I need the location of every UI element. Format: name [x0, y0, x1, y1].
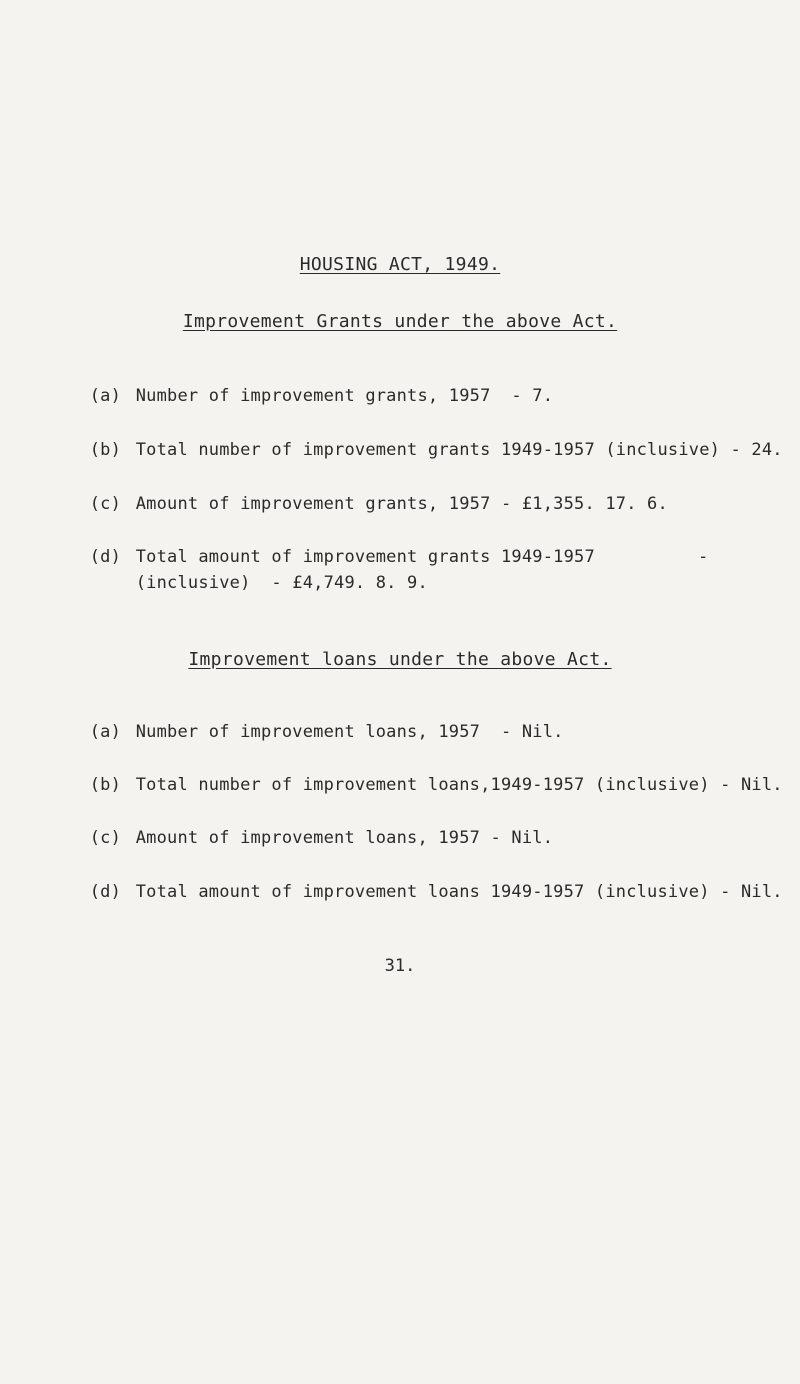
grant-item-c: [48, 474, 790, 534]
loan-item-b: [48, 755, 790, 815]
item-text: Number of improvement loans, 1957 - Nil.: [135, 722, 564, 742]
loans-section-title: Improvement loans under the above Act.: [188, 649, 612, 670]
item-label: (a): [89, 722, 122, 742]
item-text: Amount of improvement grants, 1957 - £1,355. 17. 6.: [135, 494, 668, 514]
item-text: Total number of improvement grants 1949-1957 (inclusive) - 24.: [135, 440, 783, 460]
item-continuation-text: (inclusive) - £4,749. 8. 9.: [135, 573, 428, 593]
item-label: (c): [89, 828, 122, 848]
item-label: (c): [89, 494, 122, 514]
grants-section-title: Improvement Grants under the above Act.: [182, 311, 618, 332]
document-heading: HOUSING ACT, 1949.: [299, 254, 501, 275]
grant-item-d-continuation: [48, 553, 790, 613]
page-number: 31.: [384, 956, 416, 976]
item-label: (a): [89, 386, 122, 406]
item-text: Total amount of improvement loans 1949-1957 (inclusive) - Nil.: [135, 882, 783, 902]
item-label: (d): [89, 547, 122, 567]
loan-item-c: [48, 808, 790, 868]
item-label: (b): [89, 440, 122, 460]
item-text: Total amount of improvement grants 1949-1957: [135, 547, 595, 567]
loan-item-d: [48, 862, 790, 922]
loan-item-a: [48, 702, 790, 762]
item-trailing-dash: -: [698, 547, 709, 567]
item-label: (b): [89, 775, 122, 795]
item-label: (d): [89, 882, 122, 902]
grant-item-b: [48, 420, 790, 480]
grant-item-a: [48, 366, 790, 426]
item-text: Number of improvement grants, 1957 - 7.: [135, 386, 554, 406]
item-text: Amount of improvement loans, 1957 - Nil.: [135, 828, 554, 848]
item-text: Total number of improvement loans,1949-1957 (inclusive) - Nil.: [135, 775, 783, 795]
